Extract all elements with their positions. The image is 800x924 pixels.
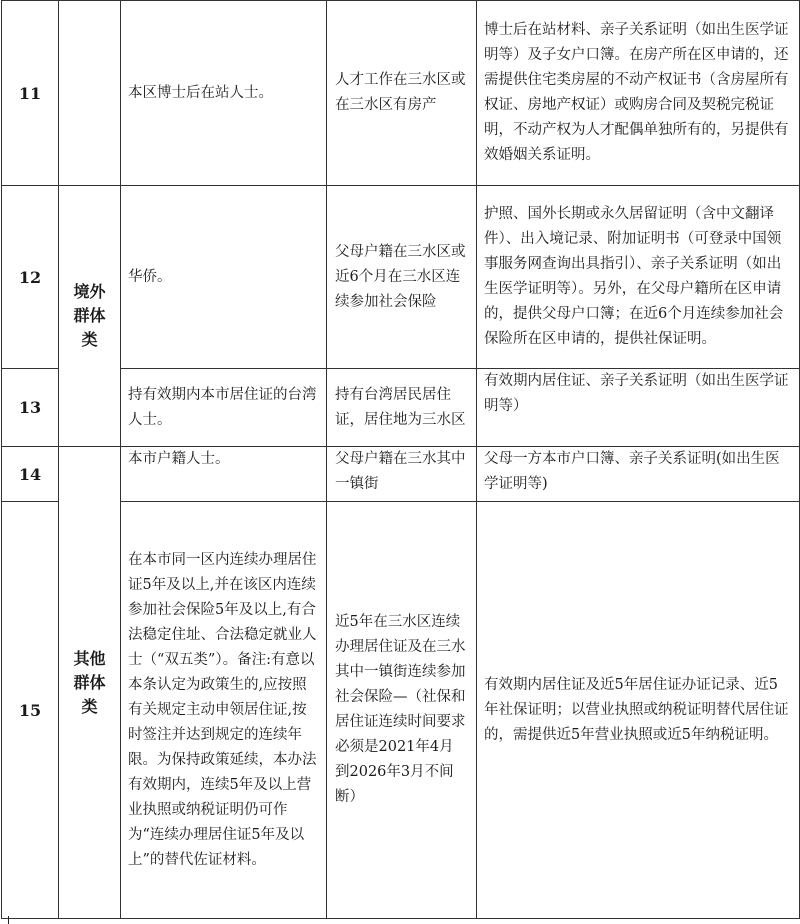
row-number: 13 [2,369,59,447]
table-row [2,186,800,369]
area-cell: 持有台湾居民居住证，居住地为三水区 [327,369,477,447]
area-cell: 父母户籍在三水其中一镇街 [327,447,477,502]
docs-cell: 护照、国外长期或永久居留证明（含中文翻译件）、出入境记录、附加证明书（可登录中国领事服务网查询出具指引）、亲子关系证明（如出生医学证明等）。另外，在父母户籍所在区申请的，提供父母户口簿；在近6个月连续参加社会保险所在区申请的，提供社保证明。 [477,186,800,369]
docs-cell: 有效期内居住证及近5年居住证办证记录、近5年社保证明；以营业执照或纳税证明替代居住证的，需提供近5年营业执照或近5年纳税证明。 [477,502,800,919]
area-cell: 近5年在三水区连续办理居住证及在三水其中一镇街连续参加社会保险—（社保和居住证连续时间要求必须是2021年4月到2026年3月不间断） [327,502,477,919]
table-row [2,447,800,502]
docs-cell: 有效期内居住证、亲子关系证明（如出生医学证明等） [477,369,800,447]
docs-cell: 博士后在站材料、亲子关系证明（如出生医学证明等）及子女户口簿。在房产所在区申请的，还需提供住宅类房屋的不动产权证书（含房屋所有权证、房地产权证）或购房合同及契税完税证明，不动产权为人才配偶单独所有的，另提供有效婚姻关系证明。 [477,1,800,186]
condition-cell: 本区博士后在站人士。 [121,1,327,186]
category-cell [59,1,121,186]
category-label: 境外群体类 [73,282,106,349]
area-cell: 父母户籍在三水区或近6个月在三水区连续参加社会保险 [327,186,477,369]
row-number: 12 [2,186,59,369]
condition-cell: 持有效期内本市居住证的台湾人士。 [121,369,327,447]
condition-cell: 在本市同一区内连续办理居住证5年及以上,并在该区内连续参加社会保险5年及以上,有合法稳定住址、合法稳定就业人士（“双五类”）。备注:有意以本条认定为政策生的,应按照有关规定主动申领居住证,按时签注并达到规定的连续年限。为保持政策延续，本办法有效期内，连续5年及以上营业执照或纳税证明仍可作为“连续办理居住证5年及以上”的替代佐证材料。 [121,502,327,919]
row-number: 15 [2,502,59,919]
row-number: 14 [2,447,59,502]
area-cell: 人才工作在三水区或在三水区有房产 [327,1,477,186]
row-number: 11 [2,1,59,186]
docs-cell: 父母一方本市户口簿、亲子关系证明(如出生医学证明等) [477,447,800,502]
policy-table [1,0,800,919]
condition-cell: 华侨。 [121,186,327,369]
table-row [2,1,800,186]
condition-cell: 本市户籍人士。 [121,447,327,502]
table-row [2,369,800,447]
category-cell [59,447,121,919]
table-row [2,502,800,919]
category-cell [59,186,121,447]
cursor-mark [8,916,9,924]
category-label: 其他群体类 [73,648,106,716]
